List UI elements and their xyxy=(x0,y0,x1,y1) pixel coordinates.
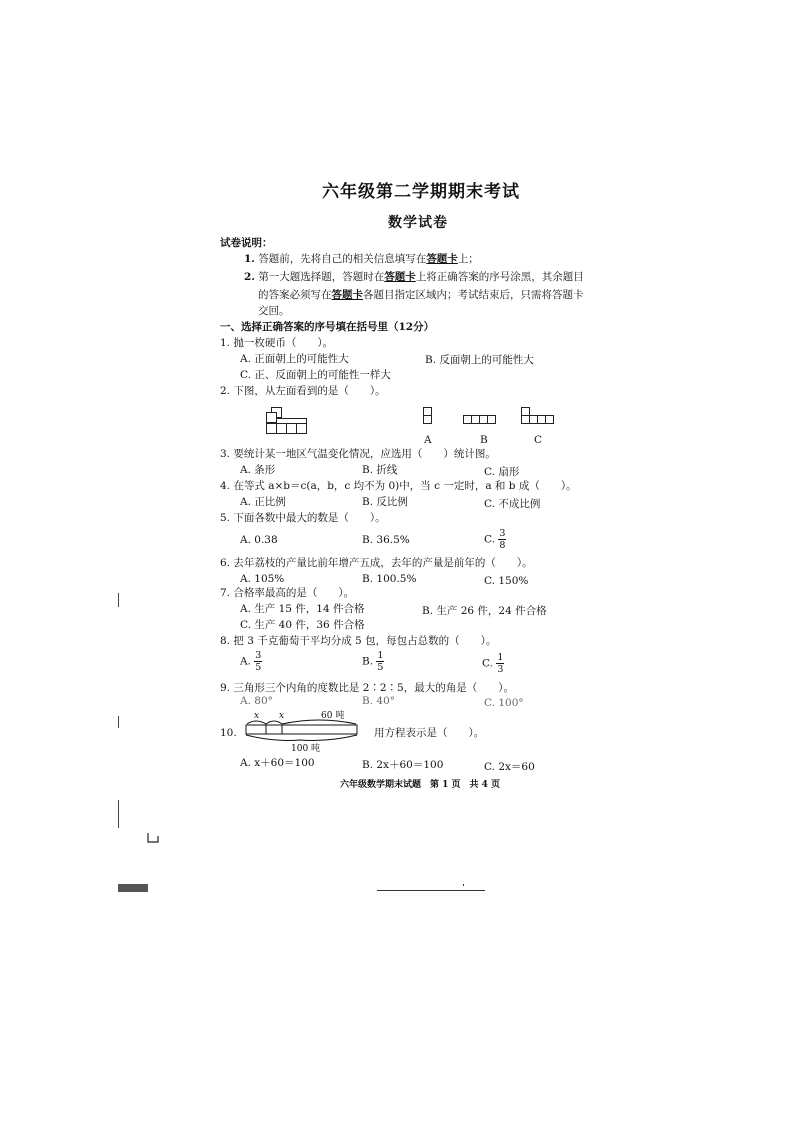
question-10-option-c: C. 2x＝60 xyxy=(484,761,535,773)
question-10-x-label-1: x xyxy=(254,711,260,721)
fraction-numerator: 1 xyxy=(377,650,384,661)
page-footer: 六年级数学期末试题 第 1 页 共 4 页 xyxy=(340,780,501,790)
question-6-option-c: C. 150% xyxy=(484,575,529,587)
instruction-1-text-a: 答题前，先将自己的相关信息填写在 xyxy=(258,253,427,265)
question-5-option-c-label: C. xyxy=(484,533,495,546)
question-4: 4. 在等式 a×b＝c(a，b，c 均不为 0)中，当 c 一定时，a 和 b 成（ ）。 xyxy=(220,480,577,492)
instruction-2-text-c: 的答案必须写在 xyxy=(258,289,332,301)
question-2-label-b: B xyxy=(480,434,488,446)
question-8-option-b xyxy=(362,650,384,673)
question-1-option-b: B. 反面朝上的可能性大 xyxy=(425,354,534,366)
question-1: 1. 抛一枚硬币（ ）。 xyxy=(220,337,334,349)
question-8-fraction-a xyxy=(254,650,262,673)
instruction-2-text-d: 各题目指定区域内；考试结束后，只需将答题卡 xyxy=(363,289,584,301)
question-6-option-b: B. 100.5% xyxy=(362,573,417,585)
scan-artifact-mark xyxy=(146,832,160,844)
question-8-fraction-c xyxy=(496,652,504,675)
question-10-60-label: 60 吨 xyxy=(321,711,345,721)
question-1-option-c: C. 正、反面朝上的可能性一样大 xyxy=(240,369,391,381)
fraction-denominator: 8 xyxy=(499,540,506,551)
question-8-option-a-label: A. xyxy=(240,655,251,668)
question-10-number: 10. xyxy=(220,727,237,739)
question-5-option-b: B. 36.5% xyxy=(362,534,410,546)
question-4-option-c: C. 不成比例 xyxy=(484,498,541,510)
instruction-2-text-a: 第一大题选择题，答题时在 xyxy=(258,271,385,283)
instructions-heading: 试卷说明： xyxy=(220,237,273,249)
question-8-fraction-b xyxy=(376,650,384,673)
fraction-denominator: 5 xyxy=(377,662,384,673)
question-6-option-a: A. 105% xyxy=(240,573,285,585)
instruction-2-text-b: 上将正确答案的序号涂黑，其余题目 xyxy=(415,271,584,283)
question-7-option-c: C. 生产 40 件，36 件合格 xyxy=(240,619,365,631)
question-2-figure-b xyxy=(463,415,503,425)
question-3: 3. 要统计某一地区气温变化情况，应选用（ ）统计图。 xyxy=(220,448,496,460)
question-3-option-c: C. 扇形 xyxy=(484,466,520,478)
answer-card-term: 答题卡 xyxy=(426,253,458,265)
fraction-denominator: 3 xyxy=(497,664,504,675)
question-10-text: 用方程表示是（ ）。 xyxy=(374,727,485,739)
answer-card-term: 答题卡 xyxy=(331,289,363,301)
instruction-2-number: 2. xyxy=(244,271,255,283)
question-1-option-a: A. 正面朝上的可能性大 xyxy=(240,353,349,365)
question-5: 5. 下面各数中最大的数是（ ）。 xyxy=(220,512,386,524)
question-6: 6. 去年荔枝的产量比前年增产五成，去年的产量是前年的（ ）。 xyxy=(220,557,533,569)
question-9-option-a: A. 80° xyxy=(240,695,273,707)
instruction-1 xyxy=(244,252,479,266)
question-4-option-a: A. 正比例 xyxy=(240,496,286,508)
answer-card-term: 答题卡 xyxy=(384,271,416,283)
question-10-option-a: A. x＋60＝100 xyxy=(240,757,315,769)
question-5-option-a: A. 0.38 xyxy=(240,534,278,546)
scan-artifact-line xyxy=(118,800,119,828)
question-2-label-c: C xyxy=(534,434,543,446)
question-8-option-b-label: B. xyxy=(362,655,374,668)
fraction-denominator: 5 xyxy=(255,662,262,673)
instruction-1-number: 1. xyxy=(244,253,255,265)
exam-subtitle: 数学试卷 xyxy=(388,215,448,231)
instruction-2-line-2 xyxy=(258,288,584,302)
question-9: 9. 三角形三个内角的度数比是 2∶2∶5，最大的角是（ ）。 xyxy=(220,682,514,694)
question-2-label-a: A xyxy=(424,434,432,446)
scan-artifact-dot xyxy=(463,884,464,886)
question-9-option-c: C. 100° xyxy=(484,697,524,709)
scan-artifact-line xyxy=(118,593,119,607)
fraction-numerator: 1 xyxy=(497,652,504,663)
fraction-numerator: 3 xyxy=(499,528,506,539)
question-7-option-a: A. 生产 15 件，14 件合格 xyxy=(240,603,365,615)
question-8: 8. 把 3 千克葡萄干平均分成 5 包，每包占总数的（ ）。 xyxy=(220,635,497,647)
question-10-100-label: 100 吨 xyxy=(291,744,321,754)
question-9-option-b: B. 40° xyxy=(362,695,396,707)
question-8-option-c xyxy=(482,652,504,675)
question-2-cube-figure xyxy=(262,405,322,441)
instruction-1-text-b: 上； xyxy=(457,253,479,265)
question-3-option-a: A. 条形 xyxy=(240,464,276,476)
question-7-option-b: B. 生产 26 件，24 件合格 xyxy=(422,605,547,617)
question-3-option-b: B. 折线 xyxy=(362,464,398,476)
scan-artifact-rule xyxy=(377,890,485,891)
exam-title: 六年级第二学期期末考试 xyxy=(322,182,520,202)
question-2-figure-c xyxy=(521,407,561,425)
question-2-figure-a xyxy=(423,407,433,425)
question-4-option-b: B. 反比例 xyxy=(362,496,408,508)
instruction-2-text-e: 交回。 xyxy=(258,305,290,317)
instruction-2-line-1 xyxy=(244,270,584,284)
question-10-option-b: B. 2x＋60＝100 xyxy=(362,759,444,771)
question-7: 7. 合格率最高的是（ ）。 xyxy=(220,587,355,599)
question-2: 2. 下图，从左面看到的是（ ）。 xyxy=(220,385,386,397)
fraction-numerator: 3 xyxy=(255,650,262,661)
question-8-option-a xyxy=(240,650,262,673)
question-8-option-c-label: C. xyxy=(482,657,493,670)
question-10-x-label-2: x xyxy=(279,711,285,721)
question-5-fraction xyxy=(498,528,506,551)
section-1-heading: 一、选择正确答案的序号填在括号里（12分） xyxy=(220,321,435,333)
scan-artifact-line xyxy=(118,716,119,728)
question-5-option-c xyxy=(484,528,506,551)
scan-artifact-bar xyxy=(118,884,148,892)
